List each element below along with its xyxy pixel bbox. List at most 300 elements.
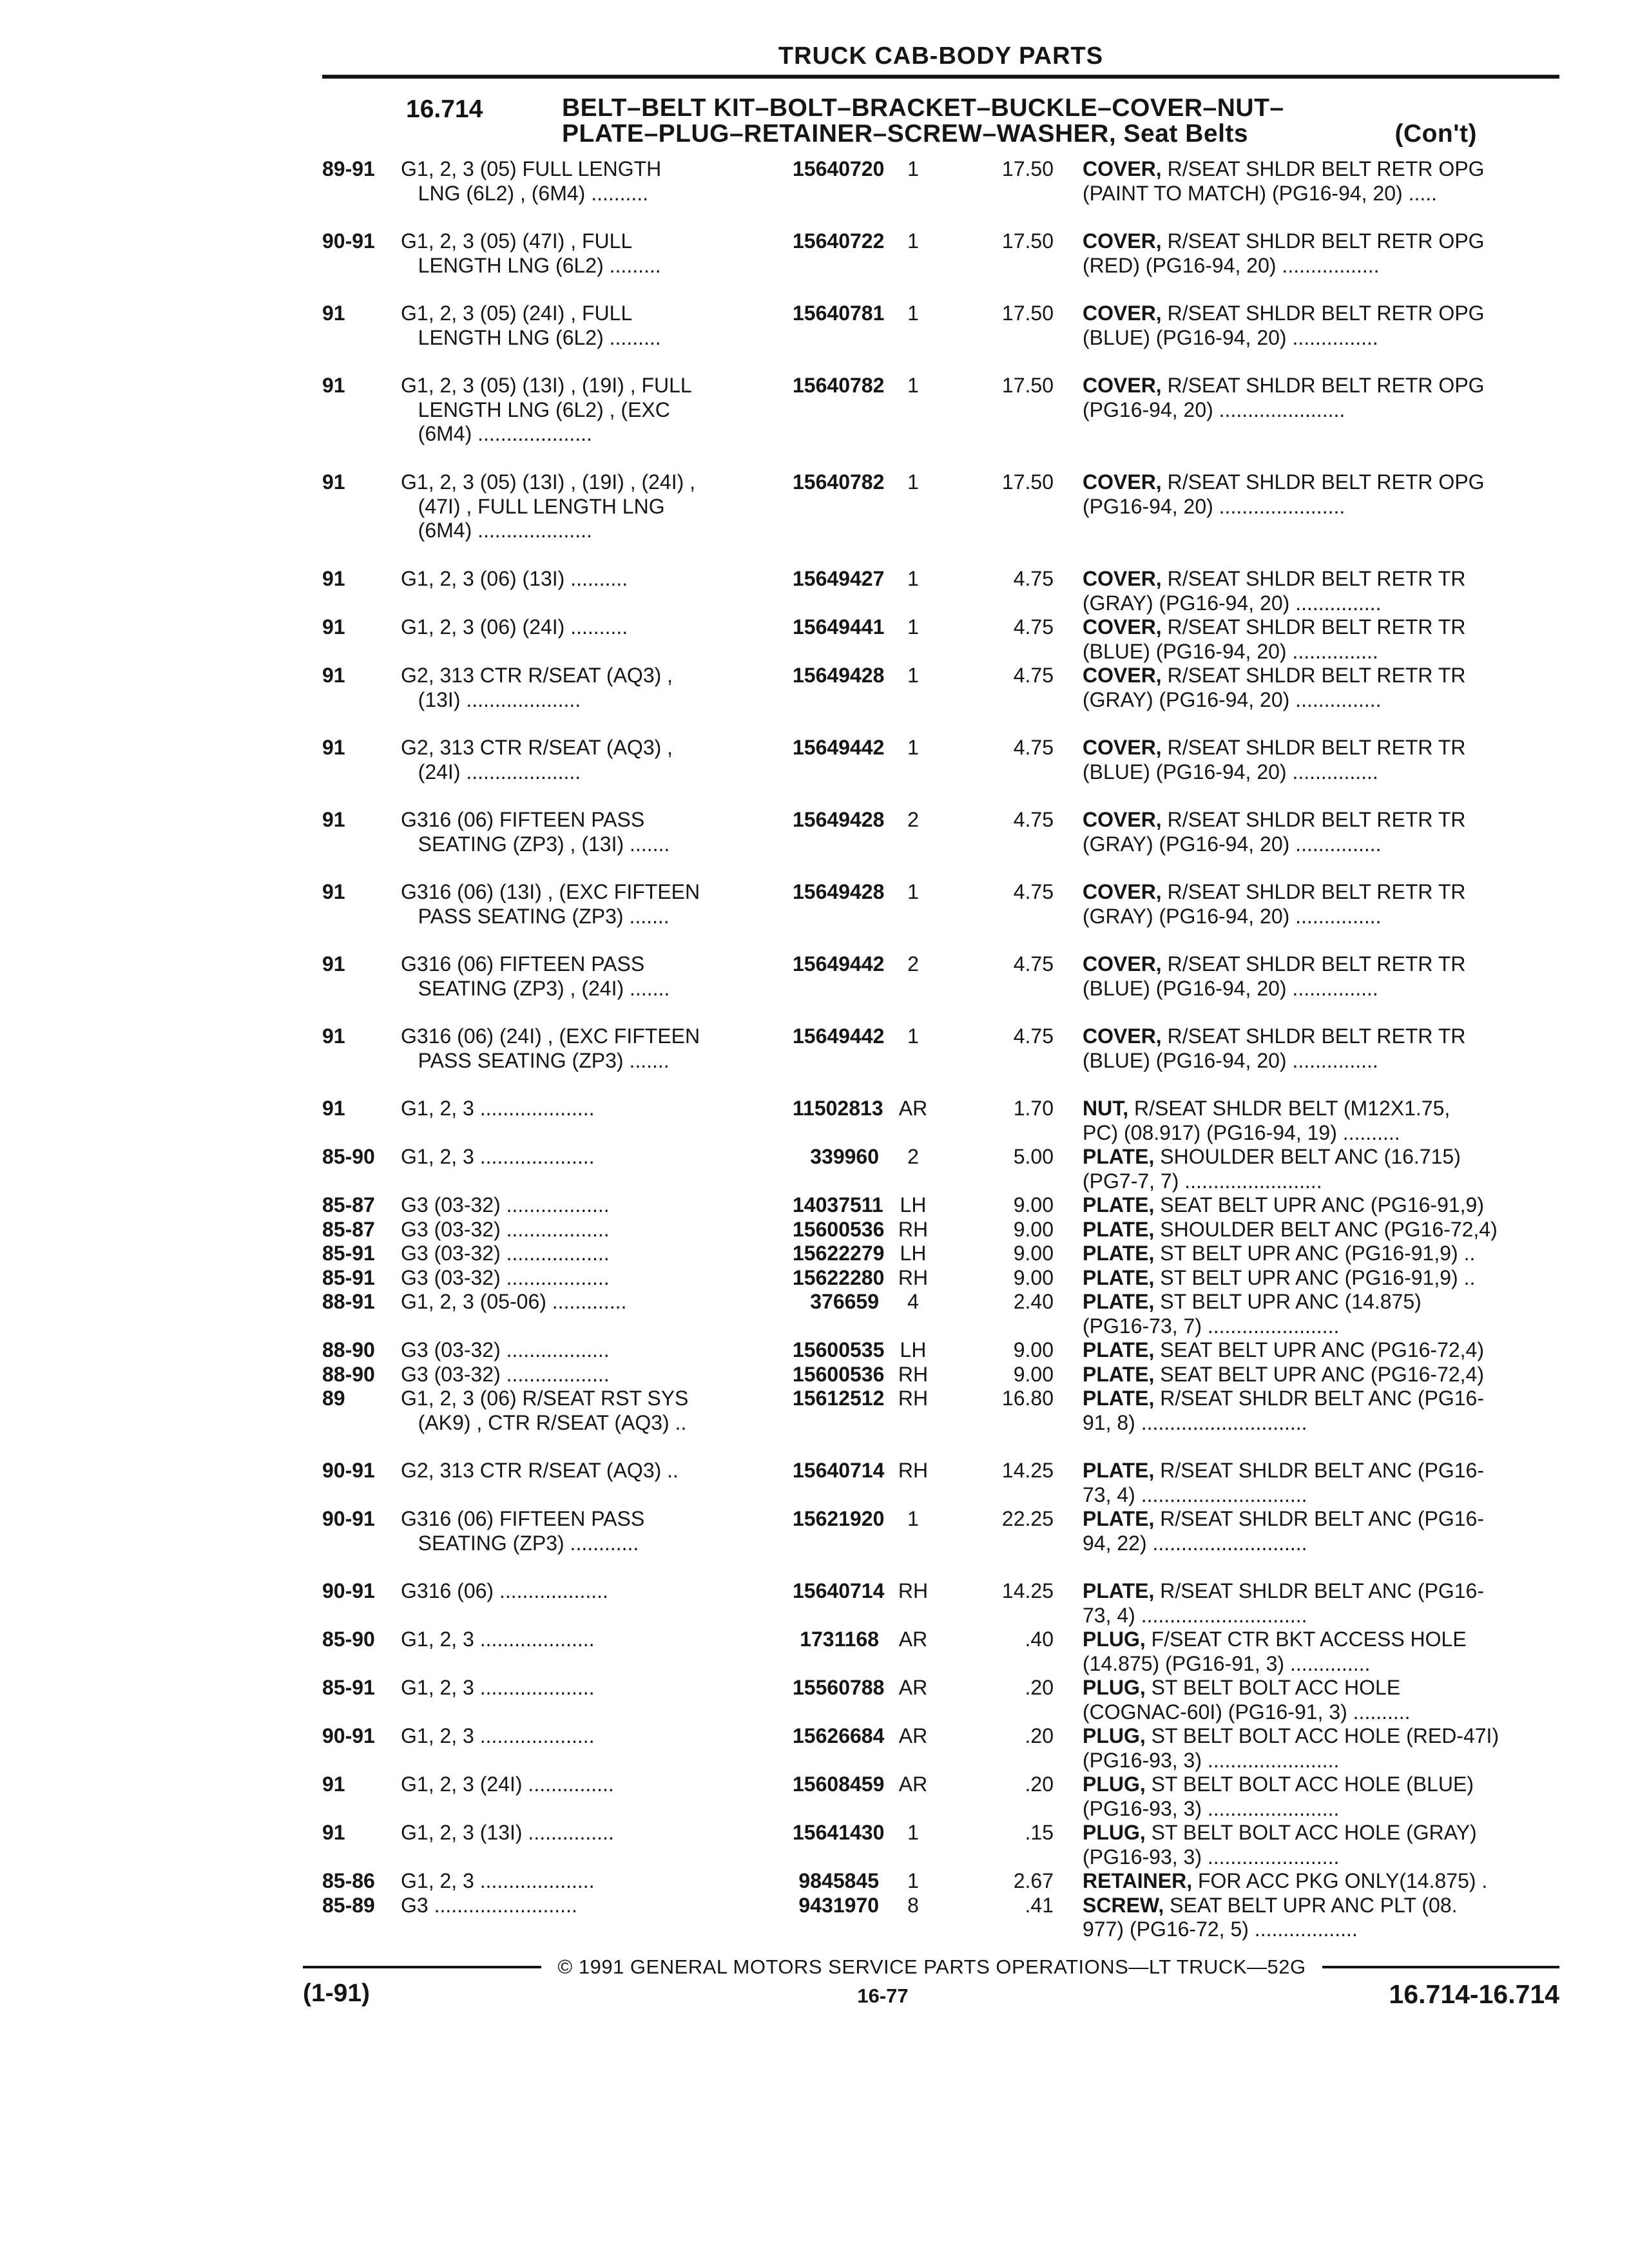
quantity: 1 <box>907 615 919 639</box>
part-name <box>1083 1242 1475 1266</box>
part-name-line <box>1083 302 1485 326</box>
part-name-line: (BLUE) (PG16-94, 20) ............... <box>1083 639 1378 663</box>
part-name-text: R/SEAT SHLDR BELT RETR OPG <box>1167 374 1485 397</box>
part-number: 15640781 <box>793 302 885 325</box>
part-number: 15640782 <box>793 470 885 494</box>
quantity: AR <box>898 1724 928 1747</box>
model-years: 91 <box>322 952 345 975</box>
description-line: G316 (06) FIFTEEN PASS <box>401 952 645 975</box>
part-name-line: (PG16-93, 3) ....................... <box>1083 1845 1340 1869</box>
table-row <box>0 1097 1629 1145</box>
part-name-keyword: NUT, <box>1083 1097 1129 1120</box>
description-line: LNG (6L2) , (6M4) .......... <box>401 181 649 205</box>
part-name-text: SHOULDER BELT ANC (PG16-72,4) <box>1160 1217 1498 1241</box>
description-line: G1, 2, 3 (06) R/SEAT RST SYS <box>401 1387 689 1410</box>
price: .41 <box>1025 1893 1054 1917</box>
part-name-keyword: PLATE, <box>1083 1193 1155 1216</box>
part-name-text: R/SEAT SHLDR BELT RETR TR <box>1167 1024 1466 1048</box>
part-name-text: R/SEAT SHLDR BELT RETR OPG <box>1167 229 1485 253</box>
part-name-line <box>1083 1193 1484 1218</box>
part-name-text: ST BELT BOLT ACC HOLE (BLUE) <box>1151 1773 1474 1796</box>
part-name <box>1083 880 1466 928</box>
part-name-text: ST BELT UPR ANC (PG16-91,9) .. <box>1160 1242 1476 1265</box>
part-name-text: R/SEAT SHLDR BELT RETR TR <box>1167 880 1466 903</box>
price: 5.00 <box>1013 1145 1054 1168</box>
table-row <box>0 567 1629 615</box>
part-name-line <box>1083 808 1466 832</box>
description-line: (6M4) .................... <box>401 519 592 542</box>
application-description <box>401 1338 610 1363</box>
part-name-line <box>1083 952 1466 977</box>
description-line: G1, 2, 3 (05-06) ............. <box>401 1290 627 1313</box>
part-number: 15649428 <box>793 664 885 687</box>
description-line: LENGTH LNG (6L2) ......... <box>401 325 661 349</box>
part-number: 15640720 <box>793 157 885 180</box>
part-number: 15640714 <box>793 1459 885 1482</box>
part-name-line: (PG16-93, 3) ....................... <box>1083 1796 1340 1820</box>
model-years: 85-91 <box>322 1265 375 1289</box>
parts-table <box>0 157 1629 1942</box>
part-name-text: FOR ACC PKG ONLY(14.875) . <box>1197 1869 1488 1892</box>
quantity: 1 <box>907 229 919 253</box>
part-name-line: 94, 22) ........................... <box>1083 1531 1307 1555</box>
part-name-text: R/SEAT SHLDR BELT RETR OPG <box>1167 470 1485 494</box>
application-description <box>401 1218 610 1242</box>
quantity: 1 <box>907 1821 919 1844</box>
description-line: G1, 2, 3 (05) (13I) , (19I) , FULL <box>401 374 692 397</box>
price: 4.75 <box>1013 952 1054 975</box>
quantity: 1 <box>907 302 919 325</box>
part-name <box>1083 615 1466 664</box>
price: 4.75 <box>1013 1024 1054 1048</box>
description-line: G316 (06) (24I) , (EXC FIFTEEN <box>401 1024 700 1048</box>
part-name <box>1083 1145 1461 1193</box>
footer-section-range: 16.714-16.714 <box>1389 1979 1559 2009</box>
part-name-line: (GRAY) (PG16-94, 20) ............... <box>1083 904 1382 928</box>
part-name <box>1083 1724 1499 1773</box>
price: 17.50 <box>1001 470 1054 494</box>
part-number: 15600535 <box>793 1338 885 1361</box>
part-name-line <box>1083 567 1466 591</box>
table-row <box>0 1266 1629 1291</box>
description-line: (47I) , FULL LENGTH LNG <box>401 494 665 518</box>
part-name-line: (PG16-94, 20) ...................... <box>1083 398 1345 421</box>
part-name-line: (GRAY) (PG16-94, 20) ............... <box>1083 832 1382 856</box>
model-years: 90-91 <box>322 1507 375 1530</box>
description-line: G3 ......................... <box>401 1893 577 1917</box>
part-name-text: R/SEAT SHLDR BELT ANC (PG16- <box>1160 1459 1484 1482</box>
part-name <box>1083 736 1466 784</box>
quantity: AR <box>898 1097 928 1120</box>
quantity: LH <box>900 1338 927 1361</box>
application-description <box>401 1242 610 1266</box>
table-row <box>0 1507 1629 1579</box>
model-years: 91 <box>322 1821 345 1844</box>
description-line: G316 (06) FIFTEEN PASS <box>401 808 645 831</box>
part-name-keyword: COVER, <box>1083 374 1162 397</box>
part-name-line: (BLUE) (PG16-94, 20) ............... <box>1083 1048 1378 1072</box>
description-line: G1, 2, 3 (06) (13I) .......... <box>401 567 628 590</box>
part-name <box>1083 1628 1467 1676</box>
part-number: 15649442 <box>793 736 885 759</box>
part-name-line: (RED) (PG16-94, 20) ................. <box>1083 253 1380 277</box>
application-description <box>401 1821 614 1845</box>
description-line: G3 (03-32) .................. <box>401 1217 610 1241</box>
description-line: SEATING (ZP3) , (24I) ....... <box>401 976 670 1000</box>
description-line: G1, 2, 3 (05) (47I) , FULL <box>401 229 633 253</box>
part-name-text: R/SEAT SHLDR BELT RETR TR <box>1167 615 1466 639</box>
part-name-line: (PG16-73, 7) ....................... <box>1083 1314 1340 1338</box>
quantity: 1 <box>907 157 919 180</box>
table-row <box>0 1724 1629 1773</box>
model-years: 88-91 <box>322 1290 375 1313</box>
part-name-text: R/SEAT SHLDR BELT ANC (PG16- <box>1160 1579 1484 1602</box>
part-name-line: (BLUE) (PG16-94, 20) ............... <box>1083 976 1378 1000</box>
application-description <box>401 808 670 856</box>
part-name-text: F/SEAT CTR BKT ACCESS HOLE <box>1151 1628 1467 1651</box>
part-name-keyword: PLATE, <box>1083 1579 1155 1602</box>
part-name-line <box>1083 736 1466 760</box>
application-description <box>401 1363 610 1387</box>
description-line: (6M4) .................... <box>401 422 592 445</box>
description-line: G1, 2, 3 (05) (24I) , FULL <box>401 302 633 325</box>
table-row <box>0 302 1629 374</box>
table-row <box>0 1869 1629 1894</box>
part-number: 15649427 <box>793 567 885 590</box>
model-years: 91 <box>322 470 345 494</box>
table-row <box>0 808 1629 880</box>
description-line: SEATING (ZP3) , (13I) ....... <box>401 832 670 856</box>
price: 17.50 <box>1001 229 1054 253</box>
part-name <box>1083 1507 1484 1555</box>
price: 22.25 <box>1001 1507 1054 1530</box>
price: 4.75 <box>1013 615 1054 639</box>
table-row <box>0 952 1629 1024</box>
price: 9.00 <box>1013 1265 1054 1289</box>
part-name-line <box>1083 1869 1487 1894</box>
part-number: 15622280 <box>793 1265 885 1289</box>
price: 2.40 <box>1013 1290 1054 1313</box>
part-name-line <box>1083 1724 1499 1749</box>
part-number: 15649428 <box>793 808 885 831</box>
part-name <box>1083 470 1485 519</box>
price: 9.00 <box>1013 1338 1054 1361</box>
part-name-line <box>1083 1579 1484 1604</box>
quantity: RH <box>898 1579 929 1602</box>
price: 14.25 <box>1001 1579 1054 1602</box>
part-name <box>1083 157 1485 206</box>
part-number: 15649442 <box>793 952 885 975</box>
application-description <box>401 1724 595 1749</box>
quantity: 1 <box>907 664 919 687</box>
description-line: G3 (03-32) .................. <box>401 1362 610 1386</box>
part-name-keyword: COVER, <box>1083 615 1162 639</box>
table-row <box>0 1338 1629 1363</box>
table-row <box>0 157 1629 229</box>
part-name-line: (PG7-7, 7) ........................ <box>1083 1169 1322 1193</box>
quantity: AR <box>898 1773 928 1796</box>
part-name-keyword: PLATE, <box>1083 1338 1155 1361</box>
footer-rule-left <box>303 1966 541 1968</box>
price: 4.75 <box>1013 664 1054 687</box>
quantity: 1 <box>907 567 919 590</box>
part-name-line <box>1083 1459 1484 1483</box>
part-name <box>1083 302 1485 350</box>
part-name-text: R/SEAT SHLDR BELT RETR TR <box>1167 808 1466 831</box>
model-years: 85-86 <box>322 1869 375 1892</box>
part-name-line <box>1083 1676 1411 1700</box>
section-continued: (Con't) <box>1394 120 1477 148</box>
price: 17.50 <box>1001 374 1054 397</box>
part-name-line: 977) (PG16-72, 5) .................. <box>1083 1917 1358 1941</box>
part-name-text: R/SEAT SHLDR BELT RETR TR <box>1167 567 1466 590</box>
description-line: G1, 2, 3 .................... <box>401 1676 595 1699</box>
description-line: G1, 2, 3 (13I) ............... <box>401 1821 614 1844</box>
part-number: 15622279 <box>793 1242 885 1265</box>
part-name-keyword: COVER, <box>1083 808 1162 831</box>
part-name-text: SEAT BELT UPR ANC PLT (08. <box>1170 1893 1458 1917</box>
table-row <box>0 1894 1629 1942</box>
part-name-text: SEAT BELT UPR ANC (PG16-91,9) <box>1160 1193 1484 1216</box>
table-row <box>0 1628 1629 1676</box>
part-name <box>1083 1387 1484 1435</box>
part-number: 376659 <box>810 1290 879 1313</box>
quantity: AR <box>898 1676 928 1699</box>
part-name-line <box>1083 1024 1466 1049</box>
price: 1.70 <box>1013 1097 1054 1120</box>
part-name-line: 73, 4) ............................. <box>1083 1603 1307 1627</box>
description-line: G3 (03-32) .................. <box>401 1265 610 1289</box>
quantity: 1 <box>907 1507 919 1530</box>
price: .20 <box>1025 1773 1054 1796</box>
price: 17.50 <box>1001 302 1054 325</box>
part-name <box>1083 374 1485 422</box>
model-years: 85-91 <box>322 1676 375 1699</box>
part-name <box>1083 1338 1484 1363</box>
model-years: 85-87 <box>322 1217 375 1241</box>
quantity: RH <box>898 1362 929 1386</box>
part-name-line: (BLUE) (PG16-94, 20) ............... <box>1083 325 1378 349</box>
table-row <box>0 664 1629 736</box>
part-name-keyword: PLUG, <box>1083 1628 1146 1651</box>
application-description <box>401 1024 700 1073</box>
part-name <box>1083 952 1466 1001</box>
price: 9.00 <box>1013 1193 1054 1216</box>
quantity: AR <box>898 1628 928 1651</box>
part-name-line <box>1083 880 1466 905</box>
quantity: 4 <box>907 1290 919 1313</box>
table-row <box>0 1242 1629 1266</box>
price: 4.75 <box>1013 567 1054 590</box>
description-line: (13I) .................... <box>401 687 581 711</box>
model-years: 88-90 <box>322 1338 375 1361</box>
part-name-line <box>1083 1773 1474 1797</box>
part-name-line: (GRAY) (PG16-94, 20) ............... <box>1083 591 1382 615</box>
table-row <box>0 1218 1629 1242</box>
description-line: LENGTH LNG (6L2) ......... <box>401 253 661 277</box>
description-line: G316 (06) (13I) , (EXC FIFTEEN <box>401 880 700 903</box>
part-name-line <box>1083 1821 1477 1845</box>
quantity: 2 <box>907 952 919 975</box>
quantity: 2 <box>907 808 919 831</box>
quantity: RH <box>898 1217 929 1241</box>
quantity: 8 <box>907 1893 919 1917</box>
part-name-line: PC) (08.917) (PG16-94, 19) .......... <box>1083 1120 1400 1144</box>
part-number: 15649441 <box>793 615 885 639</box>
description-line: G316 (06) ................... <box>401 1579 608 1602</box>
part-number: 1731168 <box>800 1628 879 1651</box>
table-row <box>0 374 1629 470</box>
part-name-keyword: COVER, <box>1083 952 1162 975</box>
part-name-line <box>1083 664 1466 688</box>
part-name-line <box>1083 1218 1498 1242</box>
price: 4.75 <box>1013 736 1054 759</box>
model-years: 91 <box>322 374 345 397</box>
model-years: 90-91 <box>322 1579 375 1602</box>
part-number: 339960 <box>810 1145 879 1168</box>
application-description <box>401 615 628 640</box>
quantity: RH <box>898 1459 929 1482</box>
model-years: 90-91 <box>322 1459 375 1482</box>
part-name-line <box>1083 1387 1484 1411</box>
section-title-line-1: BELT–BELT KIT–BOLT–BRACKET–BUCKLE–COVER–NUT– <box>562 94 1284 122</box>
part-number: 14037511 <box>793 1193 883 1216</box>
part-name <box>1083 1894 1458 1942</box>
part-name-line <box>1083 470 1485 495</box>
table-row <box>0 1024 1629 1097</box>
price: .20 <box>1025 1676 1054 1699</box>
part-name <box>1083 1363 1484 1387</box>
part-number: 11502813 <box>793 1097 883 1120</box>
table-row <box>0 1387 1629 1459</box>
description-line: G316 (06) FIFTEEN PASS <box>401 1507 645 1530</box>
page-header-title: TRUCK CAB-BODY PARTS <box>778 43 1104 70</box>
model-years: 91 <box>322 1773 345 1796</box>
price: 4.75 <box>1013 808 1054 831</box>
part-name <box>1083 1579 1484 1628</box>
part-name-line <box>1083 1363 1484 1387</box>
table-row <box>0 229 1629 302</box>
application-description <box>401 1869 595 1894</box>
part-name-keyword: PLUG, <box>1083 1676 1146 1699</box>
price: 2.67 <box>1013 1869 1054 1892</box>
model-years: 85-90 <box>322 1145 375 1168</box>
part-name-keyword: COVER, <box>1083 229 1162 253</box>
model-years: 91 <box>322 1097 345 1120</box>
table-row <box>0 1579 1629 1628</box>
section-title <box>562 95 1477 147</box>
part-name <box>1083 1097 1450 1145</box>
part-name <box>1083 229 1485 278</box>
part-name-text: ST BELT BOLT ACC HOLE (GRAY) <box>1151 1821 1477 1844</box>
description-line: G2, 313 CTR R/SEAT (AQ3) , <box>401 664 673 687</box>
price: 4.75 <box>1013 880 1054 903</box>
description-line: G1, 2, 3 (24I) ............... <box>401 1773 614 1796</box>
description-line: G3 (03-32) .................. <box>401 1193 610 1216</box>
part-name-text: R/SEAT SHLDR BELT ANC (PG16- <box>1160 1387 1484 1410</box>
description-line: G1, 2, 3 .................... <box>401 1145 595 1168</box>
part-name-line <box>1083 1290 1422 1314</box>
table-row <box>0 1193 1629 1218</box>
part-name <box>1083 1676 1411 1724</box>
part-number: 9431970 <box>798 1893 879 1917</box>
table-row <box>0 1773 1629 1821</box>
part-name-line <box>1083 1242 1475 1266</box>
table-row <box>0 1145 1629 1193</box>
part-name-keyword: PLATE, <box>1083 1362 1155 1386</box>
model-years: 90-91 <box>322 229 375 253</box>
description-line: LENGTH LNG (6L2) , (EXC <box>401 398 670 421</box>
application-description <box>401 229 661 278</box>
model-years: 91 <box>322 736 345 759</box>
application-description <box>401 1628 595 1652</box>
description-line: G1, 2, 3 .................... <box>401 1724 595 1747</box>
model-years: 91 <box>322 808 345 831</box>
part-name-keyword: COVER, <box>1083 567 1162 590</box>
model-years: 91 <box>322 302 345 325</box>
quantity: 1 <box>907 1024 919 1048</box>
table-row <box>0 1821 1629 1869</box>
application-description <box>401 952 670 1001</box>
application-description <box>401 1145 595 1169</box>
part-name-keyword: COVER, <box>1083 736 1162 759</box>
part-name-keyword: PLUG, <box>1083 1821 1146 1844</box>
application-description <box>401 1579 608 1604</box>
application-description <box>401 470 695 543</box>
model-years: 91 <box>322 615 345 639</box>
part-name-line <box>1083 1266 1475 1291</box>
part-name-keyword: PLATE, <box>1083 1242 1155 1265</box>
part-name <box>1083 664 1466 712</box>
part-name <box>1083 1193 1484 1218</box>
price: .40 <box>1025 1628 1054 1651</box>
part-name <box>1083 1218 1498 1242</box>
description-line: G1, 2, 3 (05) FULL LENGTH <box>401 157 662 180</box>
part-name <box>1083 1266 1475 1291</box>
description-line: PASS SEATING (ZP3) ....... <box>401 1048 670 1072</box>
header-divider <box>322 75 1559 79</box>
part-name-keyword: PLATE, <box>1083 1387 1155 1410</box>
description-line: PASS SEATING (ZP3) ....... <box>401 904 670 928</box>
part-name <box>1083 567 1466 615</box>
part-name-line <box>1083 229 1485 254</box>
part-name-keyword: COVER, <box>1083 302 1162 325</box>
application-description <box>401 1387 688 1435</box>
application-description <box>401 1266 610 1291</box>
part-name-keyword: PLATE, <box>1083 1507 1155 1530</box>
description-line: SEATING (ZP3) ............ <box>401 1531 639 1555</box>
description-line: G1, 2, 3 (06) (24I) .......... <box>401 615 628 639</box>
part-name-keyword: SCREW, <box>1083 1893 1164 1917</box>
quantity: 1 <box>907 880 919 903</box>
description-line: G3 (03-32) .................. <box>401 1242 610 1265</box>
part-name <box>1083 1290 1422 1338</box>
price: 16.80 <box>1001 1387 1054 1410</box>
quantity: RH <box>898 1387 929 1410</box>
application-description <box>401 567 628 591</box>
quantity: LH <box>900 1242 927 1265</box>
price: 17.50 <box>1001 157 1054 180</box>
part-name-keyword: PLUG, <box>1083 1773 1146 1796</box>
part-name-line <box>1083 1507 1484 1532</box>
table-row <box>0 880 1629 952</box>
part-name-text: SEAT BELT UPR ANC (PG16-72,4) <box>1160 1338 1484 1361</box>
part-name-line: (PAINT TO MATCH) (PG16-94, 20) ..... <box>1083 181 1438 205</box>
description-line: (24I) .................... <box>401 760 581 783</box>
part-name-line: (COGNAC-60I) (PG16-91, 3) .......... <box>1083 1700 1411 1724</box>
part-name-line: (BLUE) (PG16-94, 20) ............... <box>1083 760 1378 783</box>
part-number: 15600536 <box>793 1217 885 1241</box>
